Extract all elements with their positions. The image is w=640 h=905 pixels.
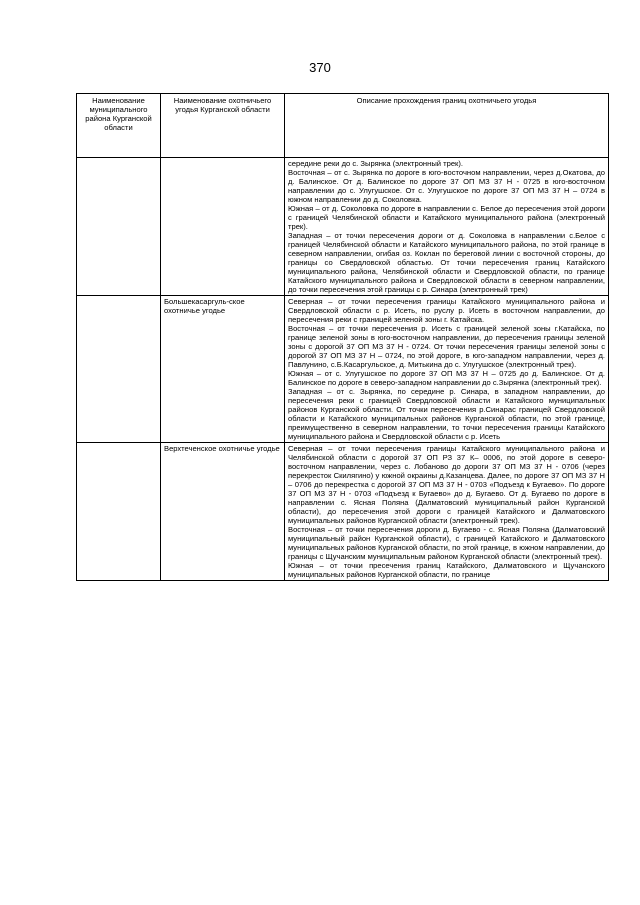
boundary-paragraph: Западная – от с. Зырянка, по середине р. Синара, в западном направлении, до пересечения реки с границей Свердловской области и Катайского муниципальных районов Курганской области. От точки пересечения р.Синарас границей Свердловской области и Катайского муниципальных районов Курганской области, по этой границе, преимущественно в северном направлении, то точки пересечения границы Катайского муниципального района и Свердловской области с р. Исеть [288,387,605,441]
district-cell [77,443,161,581]
header-description: Описание прохождения границ охотничьего угодья [285,94,609,158]
boundary-paragraph: Восточная – от точки пересечения р. Исеть с границей зеленой зоны г.Катайска, по границе зеленой зоны в юго-восточном направлении, до пересечения границы зеленой зоны с дорогой 37 ОП МЗ 37 Н - 0724. От точки пересечения границы зеленой зоны с дорогой 37 ОП МЗ 37 Н – 0724, по этой дороге, в юго-западном направлении, через д. Павлунино, с.Б.Касаргульское, д. Митькина до с. Улугушское (электронный трек). [288,324,605,369]
description-cell [285,158,609,296]
boundary-paragraph: Северная – от точки пересечения границы Катайского муниципального района и Челябинской области с дорогой 37 ОП РЗ 37 К– 0006, по этой дороге в северо-восточном направлении, через с. Лобаново до дороги 37 ОП МЗ 37 Н - 0706 (через перекресток Скилягино) у южной окраины д.Казанцева. Далее, по дороге 37 ОП МЗ 37 Н – 0706 до перекрестка с дорогой 37 ОП МЗ 37 Н - 0703 «Подъезд к Бугаево». По дороге 37 ОП МЗ 37 Н - 0703 «Подъезд к Бугаево» до д. Бугаево. От д. Бугаево по дороге в направлении с. Ясная Поляна (Далматовский муниципальный район Курганской области), до пересечения этой дороги с границей Катайского и Далматовского муниципальных районов Курганской области (электронный трек). [288,444,605,525]
description-cell [285,296,609,443]
hunting-ground-cell: Большекасаргуль-ское охотничье угодье [161,296,285,443]
boundary-paragraph: Западная – от точки пересечения дороги от д. Соколовка в направлении с.Белое с границей Челябинской области и Катайского муниципального района, по этой границе в северном направлении, огибая оз. Коклан по береговой линии с восточной стороны, до границы со Свердловской областью. От точки пересечения границ Катайского муниципального района, Челябинской области и Свердловской области, по границе Катайского муниципального района и Свердловской области в северном направлении, до точки пересечения этой границы с р. Синара (электронный трек) [288,231,605,294]
table-row [77,443,609,581]
boundary-paragraph: Северная – от точки пересечения границы Катайского муниципального района и Свердловской области с р. Исеть, по руслу р. Исеть в восточном направлении, до пересечения реки с границей зеленой зоны г. Катайска. [288,297,605,324]
description-cell [285,443,609,581]
boundary-paragraph: Южная – от с. Улугушское по дороге 37 ОП МЗ 37 Н – 0725 до д. Балинское. От д. Балинское по дороге в северо-западном направлении до с.Зырянка (электронный трек). [288,369,605,387]
table-row [77,158,609,296]
district-cell [77,158,161,296]
table-header-row [77,94,609,158]
boundary-paragraph: Южная – от точки пресечения границ Катайского, Далматовского и Щучанского муниципальных районов Курганской области, по границе [288,561,605,579]
boundary-paragraph: Восточная – от точки пересечения дороги д. Бугаево - с. Ясная Поляна (Далматовский муниципальный район Курганской области), с границей Катайского и Далматовского муниципальных районов Курганской области, по этой границе, в южном направлении, до границы с Щучанским муниципальным районом Курганской области (электронный трек). [288,525,605,561]
boundary-paragraph: Восточная – от с. Зырянка по дороге в юго-восточном направлении, через д.Окатова, до д. Балинское. От д. Балинское по дороге 37 ОП МЗ 37 Н - 0725 в юго-восточном направлении до с. Улугушское. От с. Улугушское по дороге 37 ОП МЗ 37 Н – 0724 в южном направлении до д. Соколовка. [288,168,605,204]
header-hunting-ground: Наименование охотничьего угодья Курганской области [161,94,285,158]
header-district: Наименование муниципального района Курганской области [77,94,161,158]
hunting-ground-cell [161,158,285,296]
boundary-paragraph: Южная – от д. Соколовка по дороге в направлении с. Белое до пересечения этой дороги с границей Челябинской области и Катайского муниципального района (электронный трек). [288,204,605,231]
table-row [77,296,609,443]
hunting-grounds-table [76,93,609,581]
page-number: 370 [309,60,331,75]
district-cell [77,296,161,443]
boundary-paragraph: середине реки до с. Зырянка (электронный трек). [288,159,464,168]
hunting-ground-cell: Верхтеченское охотничье угодье [161,443,285,581]
